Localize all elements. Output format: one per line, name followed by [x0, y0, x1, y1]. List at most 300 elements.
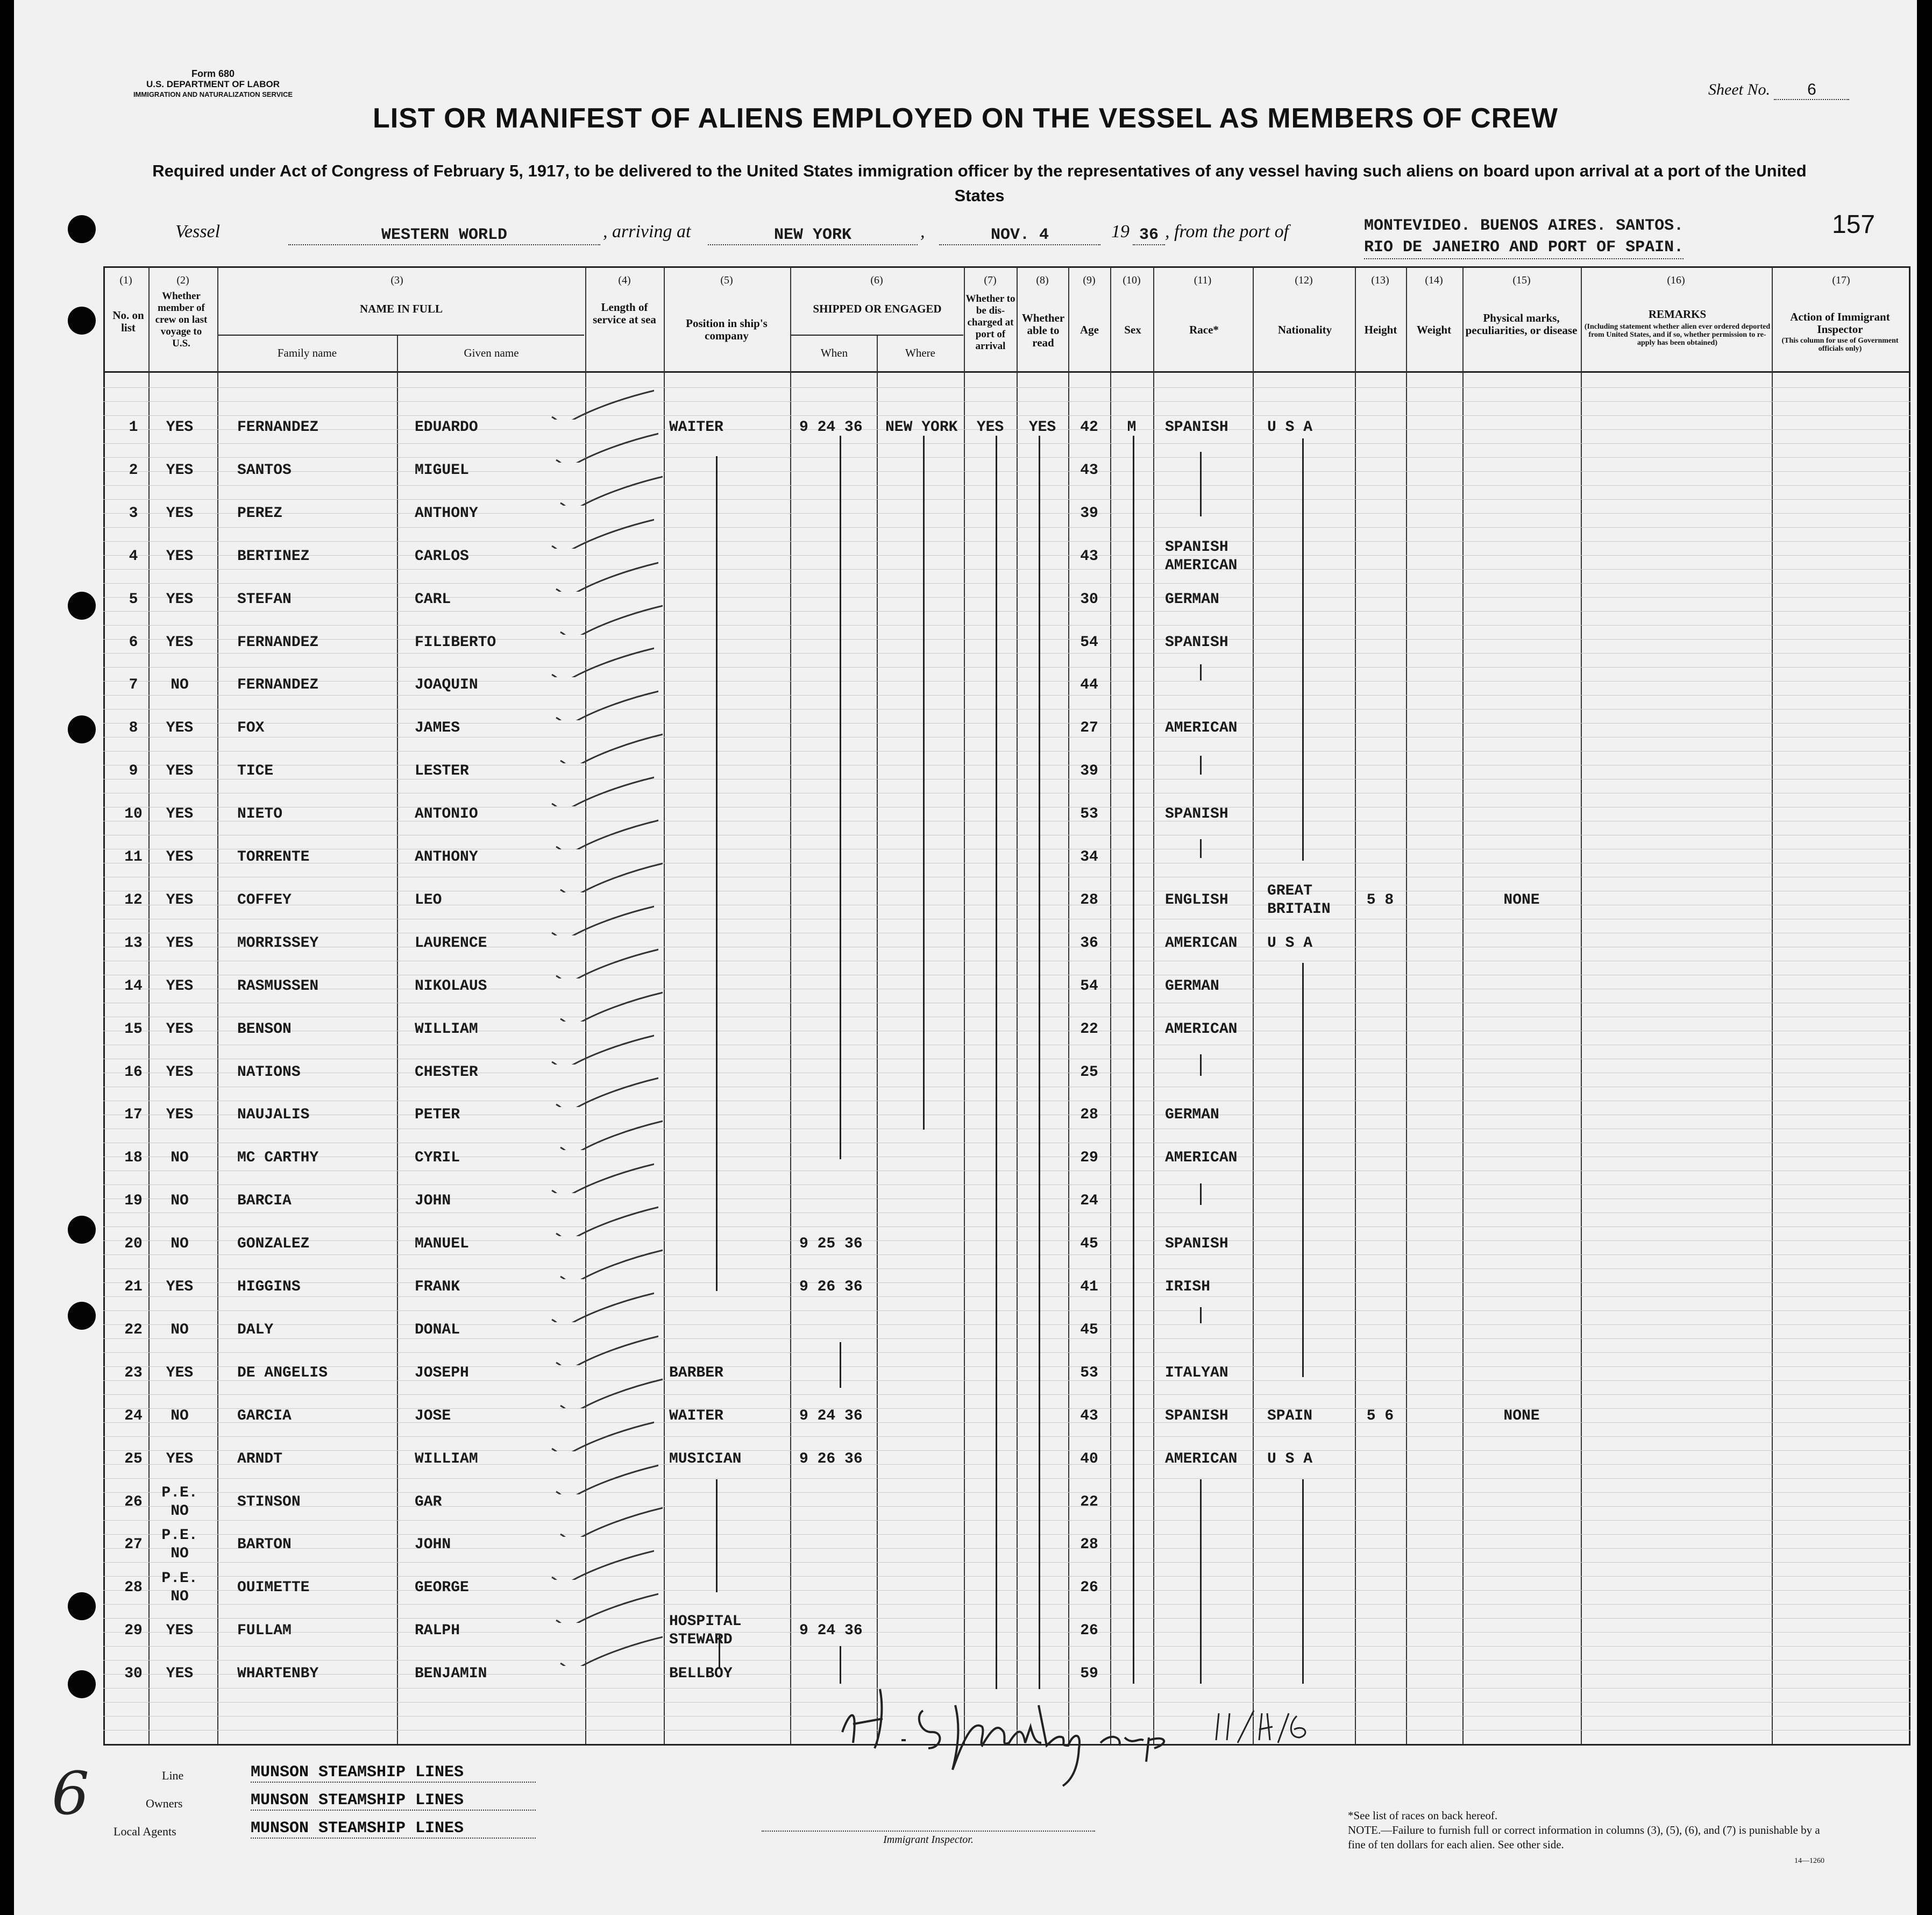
ditto-line [1133, 436, 1134, 1684]
shipped-divider [791, 335, 963, 336]
from-port-label: , from the port of [1165, 222, 1289, 242]
row-age: 39 [1080, 505, 1098, 522]
margin-mark: 6 [52, 1759, 89, 1828]
ports-line-2: RIO DE JANEIRO AND PORT OF SPAIN. [1364, 237, 1684, 259]
ruling-line [103, 1254, 1910, 1255]
hdr-position: Position in ship's company [686, 317, 768, 342]
row-prev-voyage: YES [166, 1020, 194, 1038]
row-age: 54 [1080, 634, 1098, 651]
form-code: 14—1260 [1794, 1857, 1824, 1865]
row-age: 54 [1080, 977, 1098, 995]
row-family-name: RASMUSSEN [237, 977, 319, 995]
check-mark [546, 1419, 654, 1451]
hdr-discharged: Whether to be dis-charged at port of arrival [965, 293, 1015, 352]
column-number: (12) [1295, 274, 1313, 286]
ruling-line [103, 597, 1910, 598]
ruling-line [103, 1324, 1910, 1325]
ruling-line [103, 1478, 1910, 1479]
row-prev-voyage: NO [171, 1321, 189, 1338]
row-number: 14 [124, 977, 143, 995]
column-line [664, 267, 665, 1744]
row-age: 28 [1080, 1536, 1098, 1554]
row-height: 5 6 [1366, 1407, 1394, 1424]
ditto-line [1200, 1307, 1202, 1323]
document-title: LIST OR MANIFEST OF ALIENS EMPLOYED ON THE VESSEL AS MEMBERS OF CREW [373, 103, 1558, 134]
row-age: 30 [1080, 591, 1098, 608]
row-prev-voyage: YES [166, 763, 194, 780]
row-shipped-when: 9 24 36 [799, 419, 863, 436]
row-race: AMERICAN [1165, 1150, 1238, 1167]
row-family-name: NIETO [237, 806, 283, 823]
column-line [1355, 267, 1356, 1744]
row-shipped-where: NEW YORK [885, 419, 958, 436]
check-mark [551, 817, 658, 849]
hdr-height: Height [1364, 323, 1397, 336]
ruling-line [103, 1408, 1910, 1409]
row-age: 26 [1080, 1622, 1098, 1640]
row-age: 24 [1080, 1193, 1098, 1210]
ruling-line [103, 555, 1910, 556]
row-family-name: FERNANDEZ [237, 677, 319, 694]
ruling-line [103, 583, 1910, 584]
row-given-name: DONAL [415, 1321, 460, 1338]
row-age: 29 [1080, 1150, 1098, 1167]
form-id-block [105, 69, 321, 100]
row-age: 53 [1080, 1364, 1098, 1381]
agents-label: Local Agents [113, 1825, 176, 1838]
department: U.S. DEPARTMENT OF LABOR [146, 79, 280, 89]
row-age: 22 [1080, 1493, 1098, 1510]
row-family-name: SANTOS [237, 462, 292, 479]
ruling-line [103, 1366, 1910, 1367]
arrival-date: NOV. 4 [939, 226, 1100, 245]
row-prev-voyage: YES [166, 720, 194, 737]
row-number: 23 [124, 1364, 143, 1381]
ditto-line [1200, 1054, 1202, 1076]
row-number: 7 [129, 677, 138, 694]
row-position: MUSICIAN [669, 1450, 742, 1467]
ruling-line [103, 1422, 1910, 1423]
column-number: (17) [1832, 274, 1850, 286]
check-mark [546, 1032, 654, 1065]
ruling-line [103, 709, 1910, 710]
row-shipped-when: 9 26 36 [799, 1279, 863, 1295]
column-number: (13) [1371, 274, 1389, 286]
ruling-line [103, 471, 1910, 472]
ditto-line [1200, 1183, 1202, 1205]
row-given-name: BENJAMIN [415, 1665, 487, 1683]
ditto-line [1200, 1479, 1202, 1684]
ruling-line [103, 1534, 1910, 1535]
row-family-name: BENSON [237, 1020, 292, 1038]
ruling-line [103, 1590, 1910, 1591]
row-family-name: TORRENTE [237, 849, 310, 866]
row-shipped-when: 9 24 36 [799, 1407, 863, 1424]
row-prev-voyage: YES [166, 891, 194, 909]
ruling-line [103, 1492, 1910, 1493]
row-number: 4 [129, 548, 138, 565]
row-family-name: STINSON [237, 1493, 301, 1510]
ruling-line [103, 499, 1910, 500]
column-line [1110, 267, 1111, 1744]
ditto-line [716, 1479, 718, 1592]
column-number: (1) [119, 274, 132, 286]
check-mark [551, 1075, 658, 1107]
row-family-name: ARNDT [237, 1450, 283, 1467]
punch-hole [68, 1302, 96, 1330]
page-number: 157 [1832, 210, 1876, 239]
row-age: 53 [1080, 806, 1098, 823]
ruling-line [103, 639, 1910, 640]
ditto-line [719, 1635, 720, 1668]
ruling-line [103, 1226, 1910, 1227]
header-divider [103, 371, 1910, 373]
hdr-member: Whether member of crew on last voyage to U.S. [155, 290, 208, 349]
row-given-name: LAURENCE [415, 934, 487, 952]
column-number: (6) [870, 274, 883, 286]
column-line [148, 267, 150, 1744]
row-family-name: GARCIA [237, 1407, 292, 1424]
immigrant-inspector-label: Immigrant Inspector. [762, 1831, 1095, 1846]
row-family-name: MORRISSEY [237, 934, 319, 952]
ruling-line [103, 653, 1910, 654]
row-shipped-when: 9 25 36 [799, 1236, 863, 1253]
hdr-name: NAME IN FULL [359, 302, 443, 315]
column-line [1406, 267, 1407, 1744]
ruling-line [103, 1394, 1910, 1395]
row-number: 13 [124, 934, 143, 952]
row-height: 5 8 [1366, 891, 1394, 909]
row-age: 28 [1080, 891, 1098, 909]
hdr-where: Where [905, 346, 935, 359]
row-family-name: WHARTENBY [237, 1665, 319, 1683]
punch-hole [68, 1216, 96, 1244]
row-prev-voyage: YES [166, 1279, 194, 1295]
row-age: 45 [1080, 1236, 1098, 1253]
row-family-name: BARTON [237, 1536, 292, 1554]
row-family-name: NATIONS [237, 1063, 301, 1081]
row-prev-voyage: P.E. NO [161, 1527, 198, 1563]
row-number: 5 [129, 591, 138, 608]
sheet-number-label: Sheet No. [1708, 81, 1770, 98]
check-mark [546, 1161, 654, 1193]
column-line [1462, 267, 1464, 1744]
sub-column-line [877, 335, 878, 1744]
column-number: (15) [1512, 274, 1531, 286]
row-age: 45 [1080, 1321, 1098, 1338]
ruling-line [103, 541, 1910, 542]
row-nationality: GREAT BRITAIN [1267, 882, 1331, 918]
row-age: 25 [1080, 1063, 1098, 1081]
ruling-line [103, 1506, 1910, 1507]
row-number: 18 [124, 1150, 143, 1167]
manifest-sheet [14, 0, 1917, 1915]
row-given-name: JOHN [415, 1193, 451, 1210]
row-age: 44 [1080, 677, 1098, 694]
row-nationality: U S A [1267, 419, 1313, 436]
check-mark [546, 516, 654, 549]
column-line [964, 267, 965, 1744]
footnotes [1348, 1808, 1821, 1852]
row-number: 1 [129, 419, 138, 436]
row-race: GERMAN [1165, 1107, 1219, 1124]
row-family-name: HIGGINS [237, 1279, 301, 1295]
arrival-port: NEW YORK [708, 226, 918, 245]
row-given-name: CARL [415, 591, 451, 608]
row-prev-voyage: NO [171, 677, 189, 694]
row-given-name: JAMES [415, 720, 460, 737]
sheet-number-value: 6 [1774, 81, 1849, 100]
check-mark [555, 1634, 663, 1666]
row-position: WAITER [669, 419, 723, 436]
punch-hole [68, 1592, 96, 1620]
row-race: SPANISH [1165, 634, 1228, 651]
row-prev-voyage: YES [166, 591, 194, 608]
sub-column-line [397, 335, 398, 1744]
row-number: 20 [124, 1236, 143, 1253]
column-number: (9) [1083, 274, 1096, 286]
check-mark [546, 645, 654, 677]
column-line [1581, 267, 1582, 1744]
comma: , [920, 222, 925, 242]
check-mark [546, 1548, 654, 1580]
row-shipped-when: 9 24 36 [799, 1622, 863, 1640]
row-prev-voyage: YES [166, 462, 194, 479]
ruling-line [103, 1310, 1910, 1311]
row-given-name: FRANK [415, 1279, 460, 1295]
row-number: 21 [124, 1279, 143, 1295]
row-shipped-when: 9 26 36 [799, 1450, 863, 1467]
row-given-name: JOHN [415, 1536, 451, 1554]
check-mark [555, 473, 663, 506]
row-family-name: TICE [237, 763, 274, 780]
row-given-name: GEORGE [415, 1579, 469, 1597]
ruling-line [103, 1632, 1910, 1633]
row-nationality: U S A [1267, 1450, 1313, 1467]
row-age: 43 [1080, 462, 1098, 479]
hdr-when: When [820, 346, 848, 359]
ruling-line [103, 1198, 1910, 1199]
year-prefix: 19 [1111, 222, 1130, 242]
row-family-name: COFFEY [237, 891, 292, 909]
ruling-line [103, 1268, 1910, 1269]
row-age: 26 [1080, 1579, 1098, 1597]
year-suffix: 36 [1133, 226, 1165, 245]
check-mark [551, 1462, 658, 1494]
row-position: BELLBOY [669, 1665, 733, 1683]
column-line [1253, 267, 1254, 1744]
row-family-name: GONZALEZ [237, 1236, 310, 1253]
owners-value: MUNSON STEAMSHIP LINES [251, 1791, 536, 1811]
ruling-line [103, 1296, 1910, 1297]
row-race: SPANISH [1165, 419, 1228, 436]
column-number: (14) [1425, 274, 1443, 286]
ditto-line [996, 436, 997, 1689]
ruling-line [103, 457, 1910, 458]
row-given-name: RALPH [415, 1622, 460, 1640]
row-race: SPANISH [1165, 1236, 1228, 1253]
check-mark [555, 989, 663, 1022]
row-number: 26 [124, 1493, 143, 1510]
row-prev-voyage: YES [166, 505, 194, 522]
hdr-read: Whether able to read [1021, 311, 1065, 349]
check-mark [551, 430, 658, 463]
ditto-line [840, 436, 841, 1159]
ruling-line [103, 625, 1910, 626]
row-race: IRISH [1165, 1279, 1211, 1295]
row-given-name: ANTHONY [415, 849, 478, 866]
ruling-line [103, 1576, 1910, 1577]
row-age: 22 [1080, 1020, 1098, 1038]
row-number: 10 [124, 806, 143, 823]
row-given-name: MANUEL [415, 1236, 469, 1253]
row-race: SPANISH [1165, 1407, 1228, 1424]
row-number: 11 [124, 849, 143, 866]
ports-line-1: MONTEVIDEO. BUENOS AIRES. SANTOS. [1364, 217, 1684, 235]
row-family-name: MC CARTHY [237, 1150, 319, 1167]
punch-hole [68, 307, 96, 335]
line-label: Line [162, 1769, 184, 1782]
row-given-name: CARLOS [415, 548, 469, 565]
row-given-name: JOSE [415, 1407, 451, 1424]
row-given-name: JOSEPH [415, 1364, 469, 1381]
check-mark [551, 559, 658, 592]
column-number: (2) [176, 274, 189, 286]
ruling-line [103, 681, 1910, 682]
check-mark [546, 387, 654, 420]
document-subtitle: Required under Act of Congress of February 5, 1917, to be delivered to the United States immigration officer by the representatives of any vessel having such aliens on board upon arrival at a port of the United States [152, 161, 1807, 205]
row-given-name: FILIBERTO [415, 634, 496, 651]
check-mark [555, 1118, 663, 1150]
ditto-line [1302, 963, 1304, 1377]
row-family-name: FOX [237, 720, 265, 737]
row-prev-voyage: YES [166, 849, 194, 866]
row-number: 17 [124, 1107, 143, 1124]
punch-hole [68, 215, 96, 243]
row-family-name: FERNANDEZ [237, 634, 319, 651]
row-given-name: ANTONIO [415, 806, 478, 823]
punch-hole [68, 592, 96, 620]
ruling-line [103, 443, 1910, 444]
row-given-name: CYRIL [415, 1150, 460, 1167]
column-number: (7) [984, 274, 997, 286]
check-mark [546, 1290, 654, 1322]
row-prev-voyage: NO [171, 1236, 189, 1253]
row-physical: NONE [1503, 891, 1540, 909]
row-family-name: NAUJALIS [237, 1107, 310, 1124]
ruling-line [103, 1464, 1910, 1465]
hdr-family: Family name [277, 346, 337, 359]
column-line [1772, 267, 1773, 1744]
ditto-line [840, 1342, 841, 1388]
signature-date-script [1208, 1703, 1316, 1751]
column-line [1017, 267, 1018, 1744]
row-prev-voyage: YES [166, 1450, 194, 1467]
ruling-line [103, 695, 1910, 696]
row-prev-voyage: YES [166, 1063, 194, 1081]
check-mark [551, 1204, 658, 1236]
hdr-physical: Physical marks, peculiarities, or disease [1465, 311, 1578, 337]
name-divider [218, 335, 584, 336]
row-given-name: LESTER [415, 763, 469, 780]
row-number: 3 [129, 505, 138, 522]
row-number: 16 [124, 1063, 143, 1081]
hdr-no: No. on list [112, 309, 144, 334]
check-mark [546, 903, 654, 935]
check-mark [555, 731, 663, 763]
row-family-name: STEFAN [237, 591, 292, 608]
ditto-line [1200, 452, 1202, 516]
column-number: (3) [390, 274, 403, 286]
service: IMMIGRATION AND NATURALIZATION SERVICE [133, 90, 293, 98]
agents-value: MUNSON STEAMSHIP LINES [251, 1819, 536, 1839]
hdr-given: Given name [464, 346, 519, 359]
row-family-name: DALY [237, 1321, 274, 1338]
row-race: AMERICAN [1165, 934, 1238, 952]
ruling-line [103, 569, 1910, 570]
row-family-name: BARCIA [237, 1193, 292, 1210]
row-number: 15 [124, 1020, 143, 1038]
row-position: HOSPITAL STEWARD [669, 1613, 742, 1649]
row-given-name: GAR [415, 1493, 442, 1510]
ruling-line [103, 1352, 1910, 1353]
note-penalty: NOTE.—Failure to furnish full or correct information in columns (3), (5), (6), and (7) is punishable by a fine of ten dollars for each alien. See other side. [1348, 1824, 1820, 1851]
row-race: GERMAN [1165, 591, 1219, 608]
row-age: 42 [1080, 419, 1098, 436]
row-given-name: WILLIAM [415, 1020, 478, 1038]
hdr-remarks-sub: (Including statement whether alien ever ordered deported from United States, and if so, whether permission to re-apply has been obtained) [1584, 323, 1771, 347]
column-line [1068, 267, 1069, 1744]
ruling-line [103, 1562, 1910, 1563]
form-number: Form 680 [191, 68, 235, 79]
ruling-line [103, 723, 1910, 724]
row-number: 6 [129, 634, 138, 651]
row-prev-voyage: YES [166, 1622, 194, 1640]
hdr-action: Action of Immigrant Inspector [1790, 310, 1890, 336]
row-number: 25 [124, 1450, 143, 1467]
row-prev-voyage: YES [166, 934, 194, 952]
row-prev-voyage: YES [166, 634, 194, 651]
row-age: 41 [1080, 1279, 1098, 1295]
row-age: 43 [1080, 548, 1098, 565]
hdr-weight: Weight [1416, 323, 1452, 336]
ruling-line [103, 611, 1910, 612]
ruling-line [103, 387, 1910, 388]
row-family-name: FULLAM [237, 1622, 292, 1640]
hdr-race: Race* [1189, 323, 1219, 336]
departure-ports [1364, 215, 1684, 259]
row-number: 8 [129, 720, 138, 737]
ruling-line [103, 527, 1910, 528]
row-prev-voyage: P.E. NO [161, 1570, 198, 1606]
row-race: SPANISH AMERICAN [1165, 538, 1238, 574]
column-number: (16) [1667, 274, 1685, 286]
column-number: (8) [1036, 274, 1049, 286]
row-prev-voyage: YES [166, 419, 194, 436]
row-race: AMERICAN [1165, 720, 1238, 737]
note-races: *See list of races on back hereof. [1348, 1809, 1498, 1822]
row-given-name: NIKOLAUS [415, 977, 487, 995]
row-prev-voyage: YES [166, 1364, 194, 1381]
row-number: 29 [124, 1622, 143, 1640]
row-race: AMERICAN [1165, 1020, 1238, 1038]
column-number: (5) [720, 274, 733, 286]
row-age: 39 [1080, 763, 1098, 780]
row-number: 9 [129, 763, 138, 780]
arriving-label: , arriving at [603, 222, 691, 242]
ditto-line [716, 456, 718, 1291]
manifest-table-frame [103, 266, 1910, 1746]
